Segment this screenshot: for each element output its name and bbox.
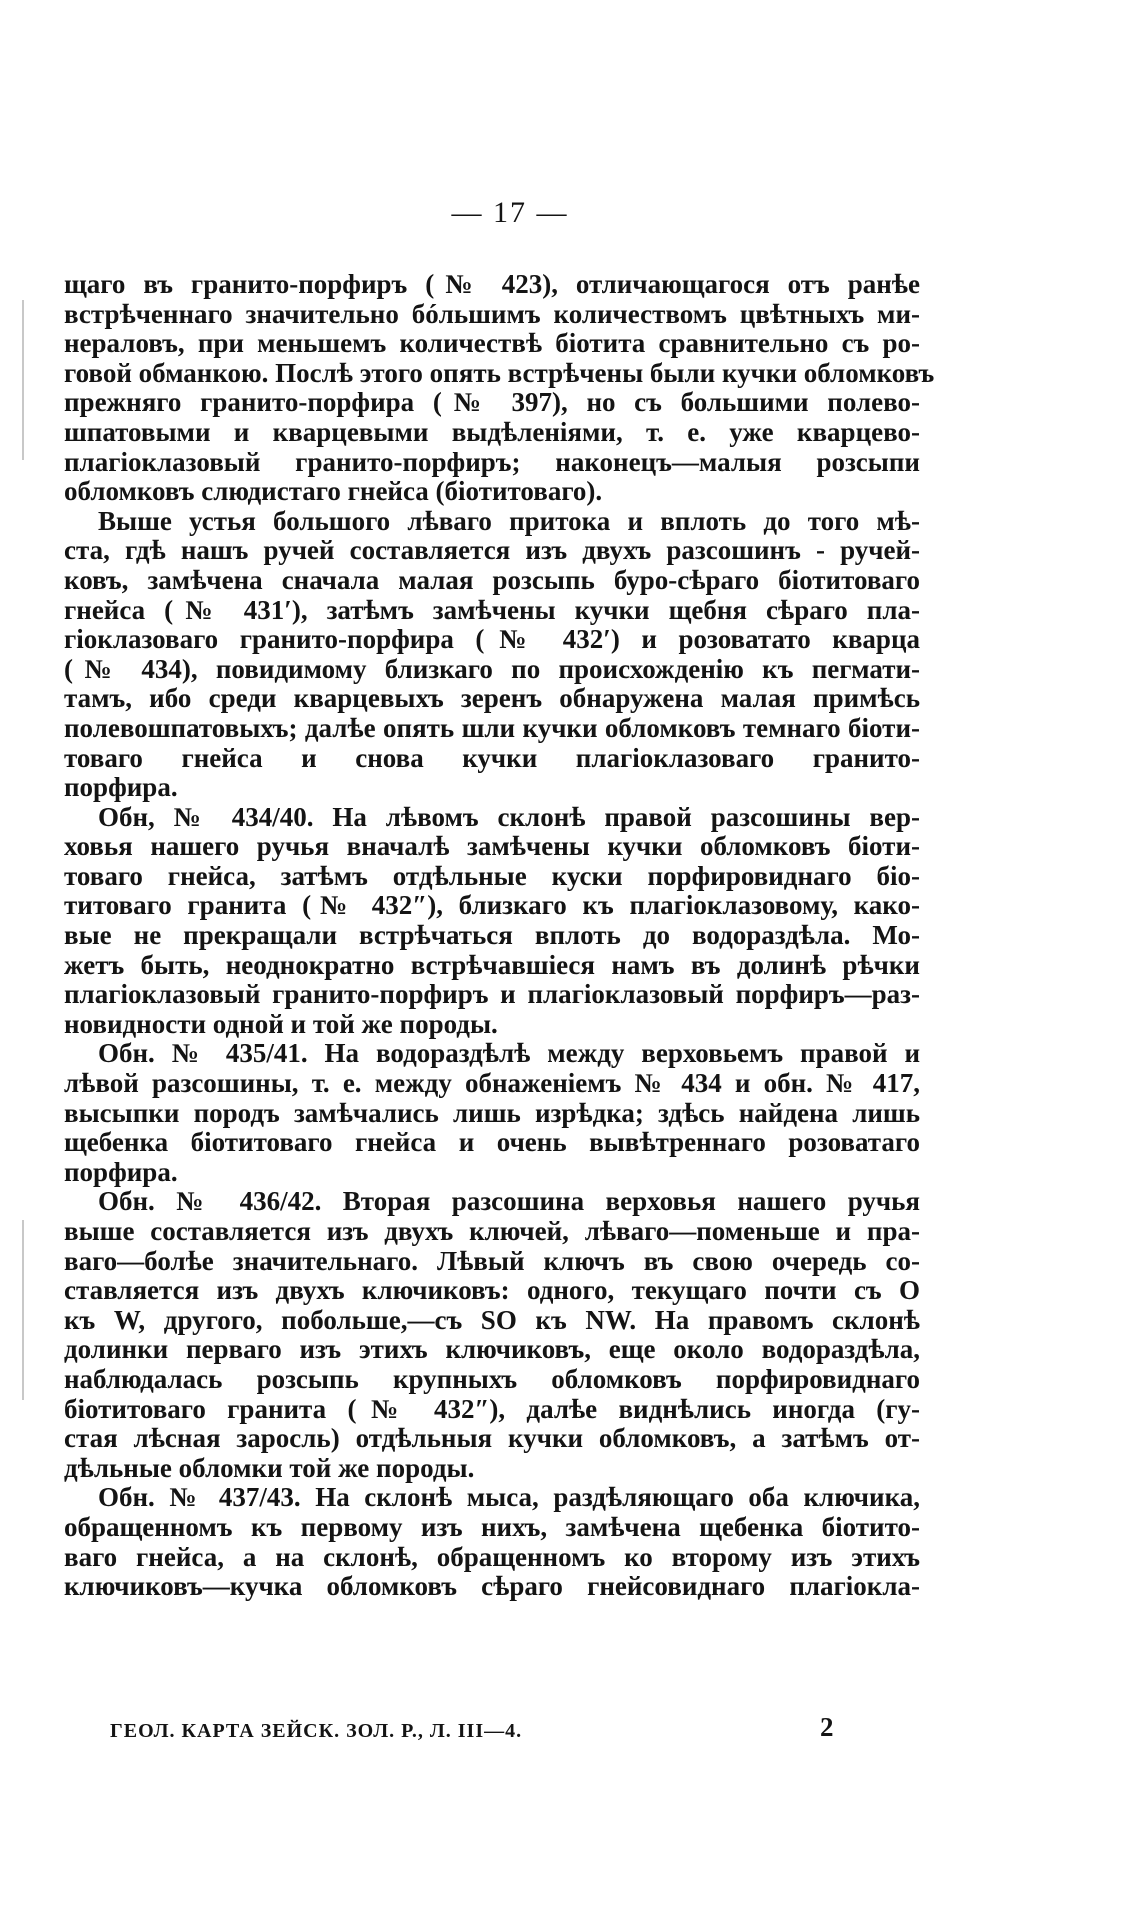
text-line: (№ 434), повидимому близкаго по происхожденію къ пегмати- [64,653,920,684]
text-line: товаго гнейса, затѣмъ отдѣльные куски порфировиднаго біо- [64,860,920,891]
text-line: тамъ, ибо среди кварцевыхъ зеренъ обнаружена малая примѣсь [64,683,920,714]
text-line: ховья нашего ручья вначалѣ замѣчены кучки обломковъ біоти- [64,831,920,862]
text-line: встрѣченнаго значительно бóльшимъ количествомъ цвѣтныхъ ми- [64,298,920,329]
footer-signature: ГЕОЛ. КАРТА ЗЕЙСК. ЗОЛ. Р., Л. III—4. [110,1720,523,1742]
text-line: долинки перваго изъ этихъ ключиковъ, еще около водораздѣла, [64,1334,920,1365]
text-line: шпатовыми и кварцевыми выдѣленіями, т. е. уже кварцево- [64,416,920,447]
text-line: къ W, другого, побольше,—съ SO къ NW. На правомъ склонѣ [64,1304,920,1335]
paragraph-start-line: Обн. № 437/43. На склонѣ мыса, раздѣляющаго оба ключика, [98,1482,920,1513]
text-line: щаго въ гранито-порфиръ (№ 423), отличающагося отъ ранѣе [64,269,920,299]
text-line: щебенка біотитоваго гнейса и очень вывѣтреннаго розоватаго [64,1127,920,1158]
scan-margin-mark [22,300,24,460]
text-line: говой обманкою. Послѣ этого опять встрѣчены были кучки обломковъ [64,357,935,388]
text-line: высыпки породъ замѣчались лишь изрѣдка; здѣсь найдена лишь [64,1097,920,1128]
paragraph-start-line: Обн. № 435/41. На водораздѣлѣ между верховьемъ правой и [98,1038,920,1069]
body-text [64,269,935,1602]
text-line: обращенномъ къ первому изъ нихъ, замѣчена щебенка біотито- [64,1511,920,1542]
text-line: обломковъ слюдистаго гнейса (біотитоваго). [64,476,603,507]
text-line: лѣвой разсошины, т. е. между обнаженіемъ № 434 и обн. № 417, [64,1068,920,1099]
paragraph-start-line: Обн, № 434/40. На лѣвомъ склонѣ правой разсошины вер- [98,801,920,832]
text-line: плагіоклазовый гранито-порфиръ; наконецъ—малыя розсыпи [64,446,920,477]
text-line: порфира. [64,772,178,803]
text-line: наблюдалась розсыпь крупныхъ обломковъ порфировиднаго [64,1363,920,1394]
text-line: ставляется изъ двухъ ключиковъ: одного, текущаго почти съ О [64,1275,920,1306]
text-line: гнейса (№ 431′), затѣмъ замѣчены кучки щебня сѣраго пла- [64,594,920,625]
text-line: гіоклазоваго гранито-порфира (№ 432′) и розоватато кварца [64,624,920,655]
text-line: выше составляется изъ двухъ ключей, лѣваго—поменьше и пра- [64,1216,920,1246]
text-line: ковъ, замѣчена сначала малая розсыпь буро-сѣраго біотитоваго [64,564,920,595]
text-line: новидности одной и той же породы. [64,1008,498,1039]
text-line: полевошпатовыхъ; далѣе опять шли кучки обломковъ темнаго біоти- [64,712,920,743]
text-line: стая лѣсная заросль) отдѣльныя кучки обломковъ, а затѣмъ от- [64,1423,920,1454]
text-line: товаго гнейса и снова кучки плагіоклазоваго гранито- [64,742,920,773]
text-line: дѣльные обломки той же породы. [64,1452,475,1483]
scan-margin-mark [22,1220,24,1400]
page-number: — 17 — [451,196,569,229]
paragraph-start-line: Выше устья большого лѣваго притока и вплоть до того мѣ- [98,505,920,536]
text-line: ваго гнейса, а на склонѣ, обращенномъ ко второму изъ этихъ [64,1541,920,1572]
text-line: ключиковъ—кучка обломковъ сѣраго гнейсовиднаго плагіокла- [64,1571,920,1602]
footer-sheet-number: 2 [820,1712,834,1742]
text-line: прежняго гранито-порфира (№ 397), но съ большими полево- [64,387,920,418]
text-line: ваго—болѣе значительнаго. Лѣвый ключъ въ свою очередь со- [64,1245,920,1276]
paragraph-start-line: Обн. № 436/42. Вторая разсошина верховья нашего ручья [98,1186,920,1217]
text-line: жетъ быть, неоднократно встрѣчавшіеся намъ въ долинѣ рѣчки [64,949,920,980]
text-line: вые не прекращали встрѣчаться вплоть до водораздѣла. Мо- [64,920,920,951]
text-line: нераловъ, при меньшемъ количествѣ біотита сравнительно съ ро- [64,328,920,359]
text-line: ста, гдѣ нашъ ручей составляется изъ двухъ разсошинъ - ручей- [64,535,920,566]
text-line: титоваго гранита (№ 432″), близкаго къ плагіоклазовому, како- [64,890,920,921]
text-line: біотитоваго гранита (№ 432″), далѣе виднѣлись иногда (гу- [64,1393,920,1424]
text-line: плагіоклазовый гранито-порфиръ и плагіоклазовый порфиръ—раз- [64,979,920,1010]
text-line: порфира. [64,1156,178,1187]
